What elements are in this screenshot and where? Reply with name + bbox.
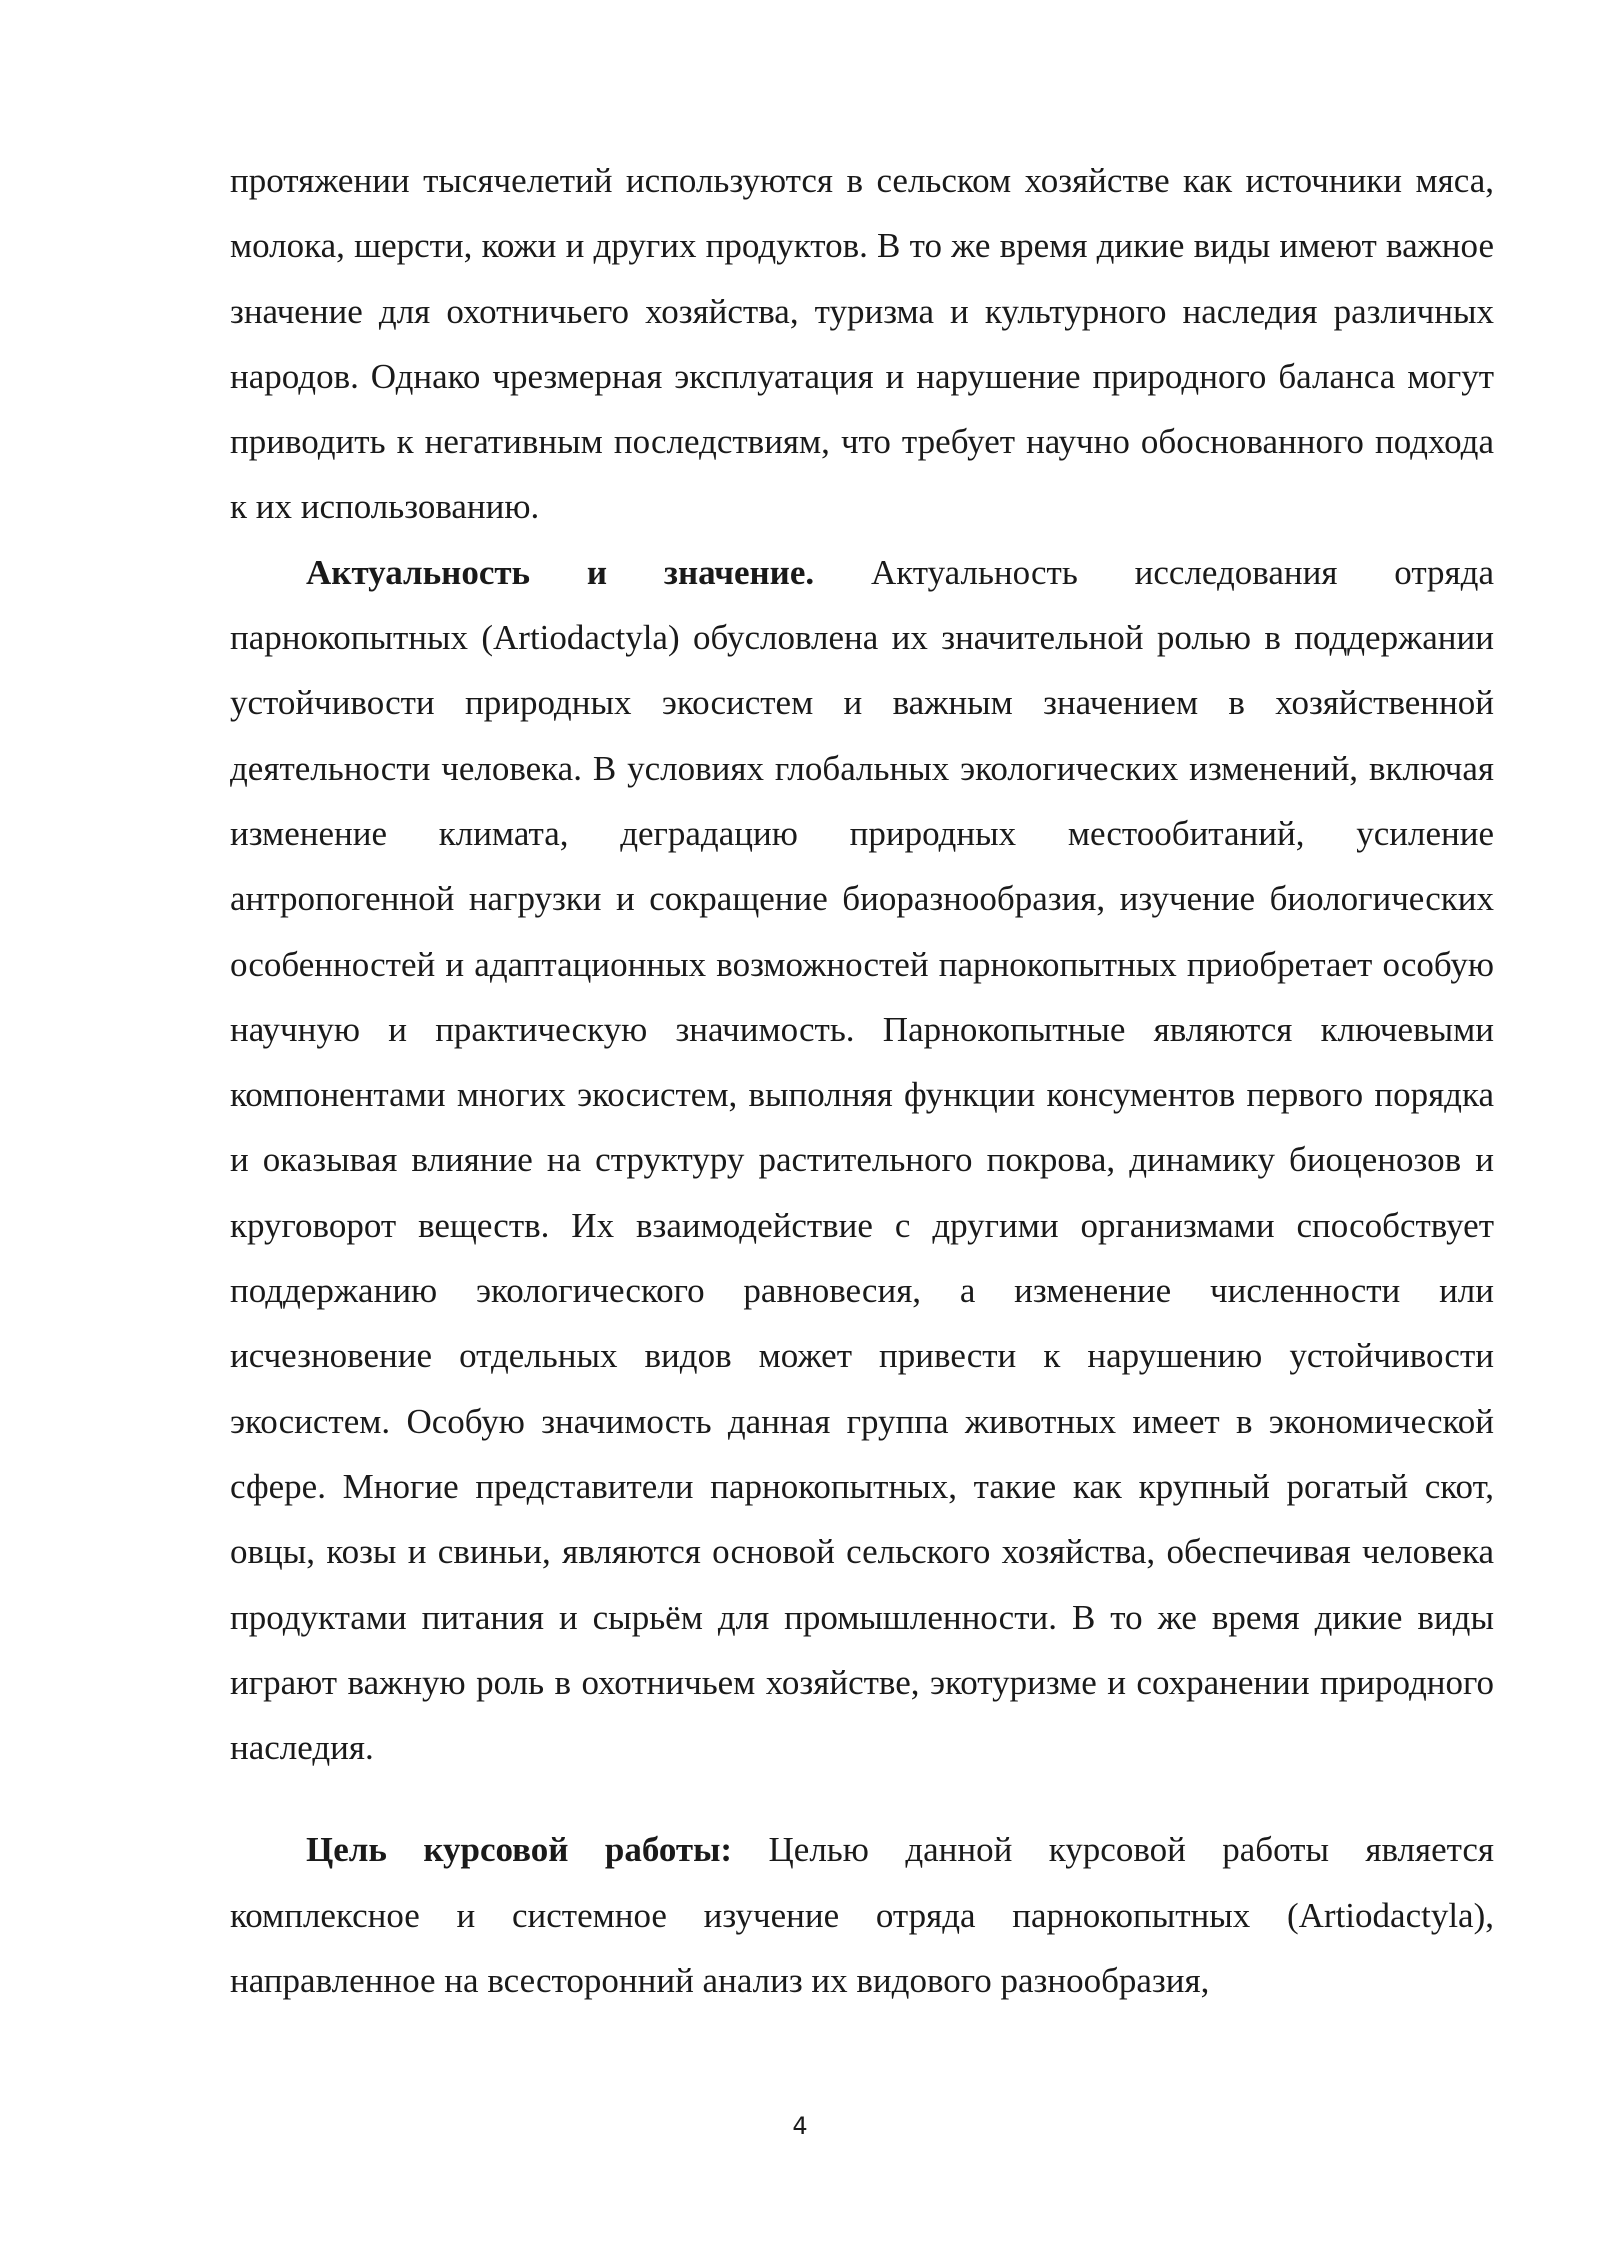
paragraph-body: Актуальность исследования отряда парнокопытных (Artiodactyla) обусловлена их значительной ролью в поддержании устойчивости природных экосистем и важным значением в хозяйственной деятельности человека. В условиях глобальных экологических изменений, включая изменение климата, деградацию природных местообитаний, усиление антропогенной нагрузки и сокращение биоразнообразия, изучение биологических особенностей и адаптационных возможностей парнокопытных приобретает особую научную и практическую значимость. Парнокопытные являются ключевыми компонентами многих экосистем, выполняя функции консументов первого порядка и оказывая влияние на структуру растительного покрова, динамику биоценозов и круговорот веществ. Их взаимодействие с другими организмами способствует поддержанию экологического равновесия, а изменение численности или исчезновение отдельных видов может привести к нарушению устойчивости экосистем. Особую значимость данная группа животных имеет в экономической сфере. Многие представители парнокопытных, такие как крупный рогатый скот, овцы, козы и свиньи, являются основой сельского хозяйства, обеспечивая человека продуктами питания и сырьём для промышленности. В то же время дикие виды играют важную роль в охотничьем хозяйстве, экотуризме и сохранении природного наследия. bbox=[230, 552, 1494, 1768]
paragraph-body: Целью данной курсовой работы является комплексное и системное изучение отряда парнокопытных (Artiodactyla), направленное на всесторонний анализ их видового разнообразия, bbox=[230, 1830, 1494, 2001]
paragraph-intro-continuation bbox=[230, 148, 1494, 540]
paragraph-heading: Актуальность и значение. bbox=[306, 552, 815, 592]
page-text bbox=[230, 148, 1494, 2013]
paragraph-heading: Цель курсовой работы: bbox=[306, 1830, 733, 1870]
paragraph-relevance bbox=[230, 540, 1494, 1781]
paragraph-body: протяжении тысячелетий используются в сельском хозяйстве как источники мяса, молока, шерсти, кожи и других продуктов. В то же время дикие виды имеют важное значение для охотничьего хозяйства, туризма и культурного наследия различных народов. Однако чрезмерная эксплуатация и нарушение природного баланса могут приводить к негативным последствиям, что требует научно обоснованного подхода к их использованию. bbox=[230, 161, 1494, 527]
paragraph-goal bbox=[230, 1817, 1494, 2013]
page-number: 4 bbox=[792, 2112, 808, 2140]
